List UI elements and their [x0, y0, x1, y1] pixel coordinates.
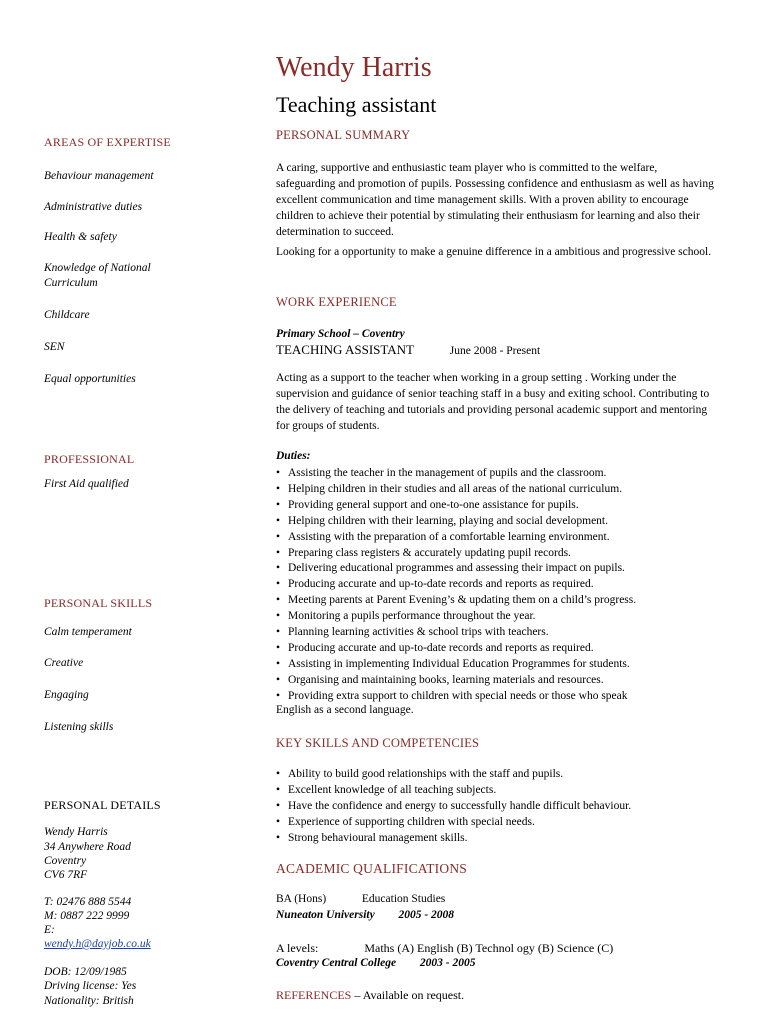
- college-years: 2003 - 2005: [419, 957, 476, 969]
- summary-objective: Looking for a opportunity to make a genuine difference in a ambitious and progressive school.: [276, 246, 712, 258]
- details-dob: DOB: 12/09/1985: [44, 966, 127, 978]
- expertise-item: Equal opportunities: [44, 373, 136, 385]
- university-years: 2005 - 2008: [398, 909, 455, 921]
- list-item: • Preparing class registers & accurately updating pupil records.: [276, 546, 571, 559]
- expertise-item: Behaviour management: [44, 170, 154, 182]
- alevels-row: [276, 941, 613, 956]
- references-heading: REFERENCES: [276, 988, 352, 1002]
- list-item: • Assisting in implementing Individual Education Programmes for students.: [276, 657, 630, 670]
- details-email-label: E:: [44, 924, 55, 936]
- university-row: [276, 909, 454, 921]
- details-driving-license: Driving license: Yes: [44, 980, 137, 992]
- college: Coventry Central College: [276, 957, 397, 969]
- list-item: • Providing general support and one-to-one assistance for pupils.: [276, 498, 579, 511]
- degree-subject: Education Studies: [361, 893, 446, 905]
- list-item: • Helping children in their studies and all areas of the national curriculum.: [276, 482, 623, 495]
- duties-label: Duties:: [276, 450, 311, 462]
- job-line: [276, 342, 540, 358]
- duties-list: [276, 466, 726, 705]
- professional-item: First Aid qualified: [44, 478, 129, 490]
- alevels-subjects: Maths (A) English (B) Technol ogy (B) Science (C): [364, 941, 614, 955]
- expertise-item: Health & safety: [44, 231, 117, 243]
- expertise-item: Administrative duties: [44, 201, 143, 213]
- list-item: • Strong behavioural management skills.: [276, 831, 468, 844]
- list-item: • Helping children with their learning, playing and social development.: [276, 514, 608, 527]
- list-item: • Assisting the teacher in the management of pupils and the classroom.: [276, 467, 607, 479]
- list-item: • Planning learning activities & school trips with teachers.: [276, 626, 549, 639]
- personal-details-heading: PERSONAL DETAILS: [44, 798, 161, 812]
- duties-tail: English as a second language.: [276, 704, 414, 716]
- personal-skills-heading: PERSONAL SKILLS: [44, 596, 153, 610]
- references-text: Available on request.: [362, 988, 465, 1002]
- list-item: • Monitoring a pupils performance throughout the year.: [276, 610, 536, 623]
- expertise-item: Knowledge of National Curriculum: [44, 262, 151, 289]
- details-mobile: M: 0887 222 9999: [44, 910, 130, 922]
- college-row: [276, 957, 475, 969]
- work-heading: WORK EXPERIENCE: [276, 295, 397, 309]
- candidate-name: Wendy Harris: [276, 52, 432, 83]
- professional-heading: PROFESSIONAL: [44, 452, 135, 466]
- work-description: Acting as a support to the teacher when working in a group setting . Working under the supervision and guidance of senior teaching staff in a busy and exiting school. Contributing to the delivery of teaching and tutorials and providing personal academic support and mentoring for groups of students.: [276, 372, 710, 432]
- details-nationality: Nationality: British: [44, 995, 134, 1007]
- list-item: • Excellent knowledge of all teaching subjects.: [276, 783, 497, 796]
- alevels-label: A levels:: [276, 941, 319, 955]
- job-title: TEACHING ASSISTANT: [276, 342, 414, 357]
- details-telephone: T: 02476 888 5544: [44, 896, 132, 908]
- list-item: • Ability to build good relationships with the staff and pupils.: [276, 768, 564, 780]
- list-item: • Organising and maintaining books, learning materials and resources.: [276, 673, 604, 686]
- personal-skill-item: Engaging: [44, 689, 89, 701]
- details-postcode: CV6 7RF: [44, 869, 88, 881]
- expertise-heading: AREAS OF EXPERTISE: [44, 135, 171, 149]
- expertise-item: SEN: [44, 341, 65, 353]
- expertise-item: Childcare: [44, 309, 90, 321]
- personal-skill-item: Calm temperament: [44, 626, 132, 638]
- references-row: [276, 988, 464, 1003]
- list-item: • Meeting parents at Parent Evening’s & updating them on a child’s progress.: [276, 594, 637, 607]
- degree: BA (Hons): [276, 893, 327, 905]
- list-item: • Delivering educational programmes and assessing their impact on pupils.: [276, 562, 625, 575]
- skills-list: [276, 767, 726, 847]
- employer: Primary School – Coventry: [276, 328, 405, 340]
- list-item: • Producing accurate and up-to-date records and reports as required.: [276, 578, 594, 591]
- references-dash: –: [354, 988, 361, 1002]
- details-email-row: [44, 938, 151, 950]
- job-dates: June 2008 - Present: [449, 345, 541, 357]
- personal-skill-item: Creative: [44, 657, 84, 669]
- academic-heading: ACADEMIC QUALIFICATIONS: [276, 861, 467, 876]
- details-address-line1: 34 Anywhere Road: [44, 841, 131, 853]
- list-item: • Experience of supporting children with special needs.: [276, 815, 535, 828]
- personal-skill-item: Listening skills: [44, 721, 114, 733]
- job-role: Teaching assistant: [276, 92, 437, 117]
- list-item: • Producing accurate and up-to-date records and reports as required.: [276, 641, 594, 654]
- list-item: • Assisting with the preparation of a comfortable learning environment.: [276, 530, 610, 543]
- summary-heading: PERSONAL SUMMARY: [276, 128, 411, 142]
- list-item: • Providing extra support to children with special needs or those who speak: [276, 689, 628, 702]
- list-item: • Have the confidence and energy to successfully handle difficult behaviour.: [276, 799, 632, 812]
- degree-row: [276, 893, 445, 905]
- details-name: Wendy Harris: [44, 826, 108, 838]
- summary-paragraph: A caring, supportive and enthusiastic team player who is committed to the welfare, safeguarding and promotion of pupils. Possessing confidence and enthusiasm as well as having excellent communication and time management skills. With a proven ability to encourage children to achieve their potential by stimulating their enthusiasm for learning and also their determination to succeed.: [276, 162, 714, 238]
- email-link[interactable]: wendy.h@dayjob.co.uk: [44, 938, 151, 950]
- university: Nuneaton University: [276, 909, 375, 921]
- details-address-line2: Coventry: [44, 855, 87, 867]
- skills-heading: KEY SKILLS AND COMPETENCIES: [276, 736, 480, 750]
